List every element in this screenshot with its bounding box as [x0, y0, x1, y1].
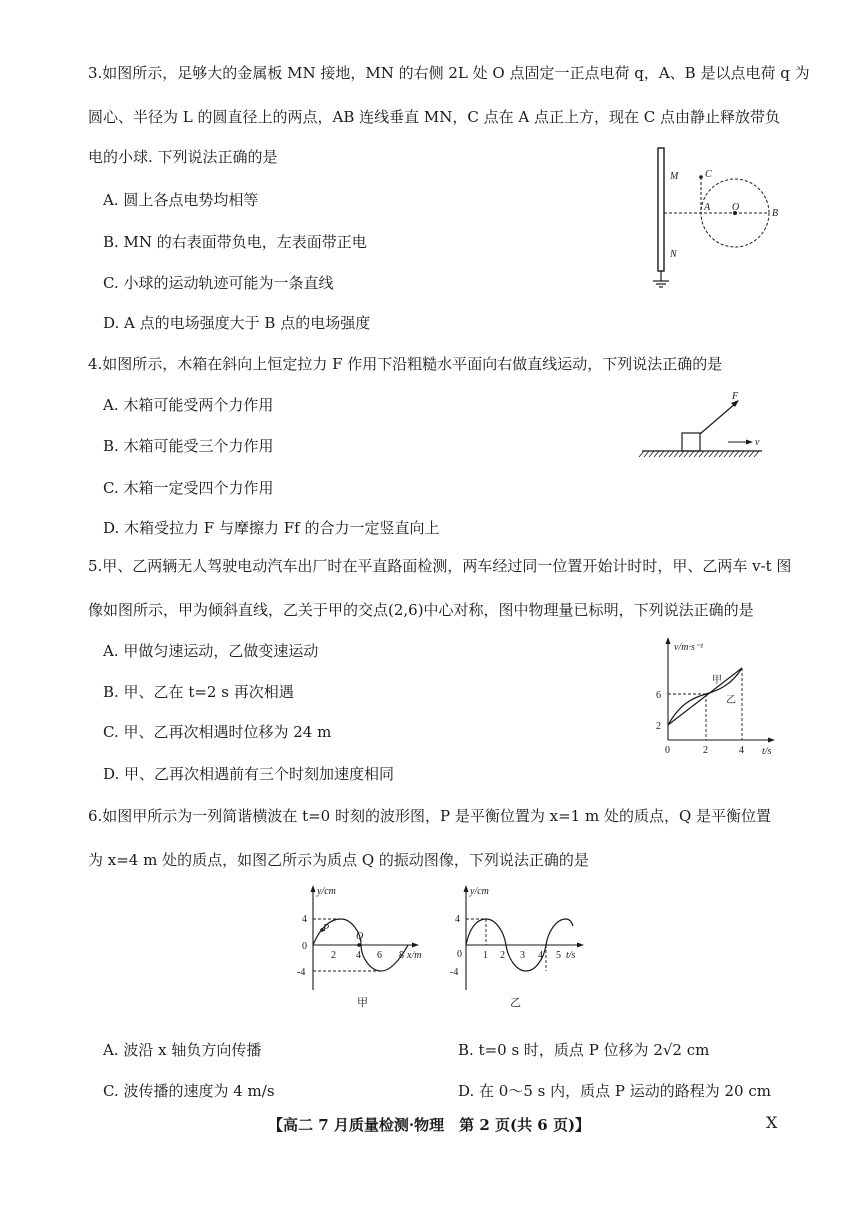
fig-b-xtick-1: 1 [483, 950, 488, 961]
xtick-4: 4 [739, 745, 744, 756]
q5-option-d: D. 甲、乙再次相遇前有三个时刻加速度相同 [103, 765, 395, 783]
label-o: O [732, 202, 740, 213]
fig-b-xtick-5: 5 [556, 950, 561, 961]
fig-a-ylabel: y/cm [317, 886, 336, 897]
label-v: v [755, 437, 760, 448]
fig-a-ytick-4: 4 [302, 914, 307, 925]
xtick-2: 2 [703, 745, 708, 756]
ground-hatch-line [684, 451, 689, 457]
fig-b-xlabel: t/s [566, 950, 576, 961]
ground-hatch-line [724, 451, 729, 457]
q4-option-b: B. 木箱可能受三个力作用 [103, 437, 274, 455]
ground-hatch-line [704, 451, 709, 457]
ylabel: v/m·s⁻¹ [674, 642, 704, 653]
ground-hatch-line [644, 451, 649, 457]
ground-hatch-line [749, 451, 754, 457]
q5-figure-vt-graph [650, 632, 790, 762]
fig-a-caption: 甲 [357, 997, 368, 1009]
ground-hatch-line [744, 451, 749, 457]
ground-hatch-line [694, 451, 699, 457]
ground-hatch-line [754, 451, 759, 457]
ground-hatch-line [734, 451, 739, 457]
fig-b-xtick-3: 3 [520, 950, 525, 961]
q5-option-b: B. 甲、乙在 t=2 s 再次相遇 [103, 683, 294, 701]
fig-b-xtick-4: 4 [538, 950, 543, 961]
q5-line-2: 像如图所示，甲为倾斜直线，乙关于甲的交点(2,6)中心对称，图中物理量已标明，下列说法正确的是 [88, 601, 754, 619]
page-footer: 【高二 7 月质量检测·物理 第 2 页(共 6 页)】 [268, 1116, 591, 1134]
fig-b-caption: 乙 [510, 997, 521, 1009]
label-c: C [705, 169, 712, 180]
ground-hatch-line [719, 451, 724, 457]
label-n: N [670, 249, 677, 260]
q6-option-d: D. 在 0～5 s 内，质点 P 运动的路程为 20 cm [458, 1082, 771, 1100]
q5-option-a: A. 甲做匀速运动，乙做变速运动 [103, 642, 319, 660]
q6-option-b: B. t=0 s 时，质点 P 位移为 2√2 cm [458, 1041, 710, 1059]
q6-option-c: C. 波传播的速度为 4 m/s [103, 1082, 275, 1100]
ground-hatch-line [649, 451, 654, 457]
q4-option-c: C. 木箱一定受四个力作用 [103, 479, 274, 497]
fig-b-ytick-4: 4 [455, 914, 460, 925]
ground-hatch-line [709, 451, 714, 457]
q3-line-1: 3.如图所示，足够大的金属板 MN 接地，MN 的右侧 2L 处 O 点固定一正点电荷 q，A、B 是以点电荷 q 为 [88, 64, 810, 82]
fig-b-xtick-2: 2 [500, 950, 505, 961]
q4-option-a: A. 木箱可能受两个力作用 [103, 396, 274, 414]
ground-hatch-line [679, 451, 684, 457]
footer-mark: X [766, 1113, 778, 1132]
label-m: M [670, 171, 679, 182]
fig-a-xlabel: x/m [407, 950, 422, 961]
fig-b-ytick-0: 0 [457, 949, 462, 960]
label-p: P [323, 923, 330, 934]
ytick-6: 6 [656, 690, 661, 701]
q4-figure-box [640, 385, 770, 465]
q6-line-1: 6.如图甲所示为一列简谐横波在 t=0 时刻的波形图，P 是平衡位置为 x=1 m 处的质点，Q 是平衡位置 [88, 807, 772, 825]
q3-line-2: 圆心、半径为 L 的圆直径上的两点，AB 连线垂直 MN，C 点在 A 点正上方，现在 C 点由静止释放带负 [88, 108, 781, 126]
q3-option-b: B. MN 的右表面带负电，左表面带正电 [103, 233, 367, 251]
series-yi-label: 乙 [726, 695, 736, 706]
ground-hatch-line [689, 451, 694, 457]
q6-option-a: A. 波沿 x 轴负方向传播 [103, 1041, 262, 1059]
ground-hatch-line [659, 451, 664, 457]
label-q: Q [356, 931, 364, 942]
fig-a-ytick-0: 0 [302, 941, 307, 952]
q5-option-c: C. 甲、乙再次相遇时位移为 24 m [103, 723, 332, 741]
fig-a-ytick-neg4: -4 [297, 967, 306, 978]
ytick-2: 2 [656, 721, 661, 732]
ground-hatch-line [729, 451, 734, 457]
q6-figure-vibration [448, 880, 598, 1010]
label-b: B [772, 208, 779, 219]
xlabel: t/s [762, 746, 772, 757]
fig-a-xtick-2: 2 [331, 950, 336, 961]
xtick-0: 0 [665, 745, 670, 756]
q6-line-2: 为 x=4 m 处的质点，如图乙所示为质点 Q 的振动图像，下列说法正确的是 [88, 851, 589, 869]
fig-a-xtick-4: 4 [356, 950, 361, 961]
ground-hatch-line [739, 451, 744, 457]
q6-figure-wave [295, 880, 445, 1010]
q5-line-1: 5.甲、乙两辆无人驾驶电动汽车出厂时在平直路面检测，两车经过同一位置开始计时时，甲、乙两车 v-t 图 [88, 557, 792, 575]
label-f: F [732, 391, 739, 402]
q3-option-c: C. 小球的运动轨迹可能为一条直线 [103, 274, 334, 292]
label-a: A [704, 202, 711, 213]
fig-a-xtick-8: 8 [399, 950, 404, 961]
fig-b-ytick-neg4: -4 [450, 967, 459, 978]
series-jia-label: 甲 [712, 675, 722, 686]
q3-option-a: A. 圆上各点电势均相等 [103, 191, 259, 209]
fig-b-ylabel: y/cm [470, 886, 489, 897]
q3-figure-plate-charge [650, 145, 790, 290]
q3-option-d: D. A 点的电场强度大于 B 点的电场强度 [103, 314, 371, 332]
ground-hatch-line [699, 451, 704, 457]
q4-line-1: 4.如图所示，木箱在斜向上恒定拉力 F 作用下沿粗糙水平面向右做直线运动，下列说法正确的是 [88, 355, 723, 373]
ground-hatch-line [664, 451, 669, 457]
ground-hatch-line [669, 451, 674, 457]
ground-hatch-line [654, 451, 659, 457]
ground-hatch-line [639, 451, 644, 457]
q4-option-d: D. 木箱受拉力 F 与摩擦力 Ff 的合力一定竖直向上 [103, 519, 440, 537]
ground-hatch-line [674, 451, 679, 457]
q3-line-3: 电的小球. 下列说法正确的是 [88, 148, 278, 166]
ground-hatch-line [714, 451, 719, 457]
fig-a-xtick-6: 6 [377, 950, 382, 961]
